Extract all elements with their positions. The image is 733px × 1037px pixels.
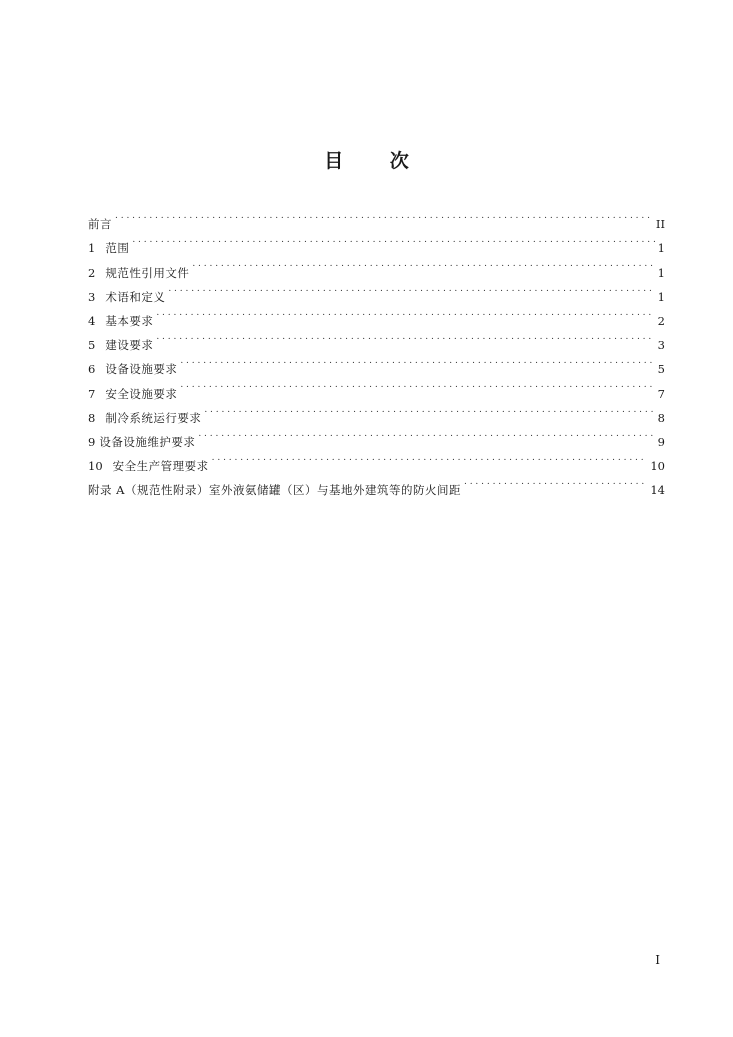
toc-entry-page: 1	[657, 289, 665, 304]
toc-entry-number: 9	[88, 434, 96, 449]
toc-entry-page: 3	[657, 338, 665, 353]
toc-entry-4[interactable]	[88, 301, 665, 328]
toc-entry-3[interactable]	[88, 277, 665, 304]
toc-entry-label: 安全生产管理要求	[112, 459, 209, 474]
toc-entry-label: 设备设施维护要求	[99, 434, 196, 449]
toc-entry-page: 8	[657, 410, 665, 425]
toc-leader-dots	[156, 301, 654, 325]
toc-entry-number: 5	[88, 338, 96, 353]
toc-leader-dots	[156, 325, 654, 349]
toc-leader-dots	[204, 398, 654, 422]
toc-entry-label: 前言	[88, 217, 112, 232]
toc-entry-page: 1	[657, 241, 665, 256]
toc-entry-label: 安全设施要求	[105, 386, 178, 401]
toc-entry-label: 设备设施要求	[105, 362, 178, 377]
toc-entry-5[interactable]	[88, 325, 665, 353]
toc-entry-2[interactable]	[88, 252, 665, 280]
toc-entry-6[interactable]	[88, 349, 665, 377]
toc-entry-page: 5	[657, 362, 665, 377]
toc-entry-1[interactable]	[88, 228, 665, 256]
toc-entry-label: 建设要求	[105, 338, 154, 353]
toc-entry-page: 7	[657, 386, 665, 401]
toc-entry-number: 2	[88, 265, 96, 280]
toc-leader-dots	[180, 373, 654, 397]
toc-entry-page: 14	[650, 483, 665, 498]
toc-leader-dots	[198, 422, 654, 446]
toc-leader-dots	[192, 252, 654, 276]
toc-leader-dots	[464, 470, 647, 494]
toc-entry-number: 3	[88, 289, 96, 304]
page-number: I	[655, 953, 660, 967]
toc-entry-page: 2	[657, 313, 665, 328]
table-of-contents	[88, 204, 665, 498]
toc-entry-label: 术语和定义	[105, 289, 166, 304]
toc-entry-number: 8	[88, 410, 96, 425]
toc-entry-label: 附录 A（规范性附录）室外液氨储罐（区）与基地外建筑等的防火间距	[88, 483, 461, 498]
toc-leader-dots	[212, 446, 648, 470]
toc-leader-dots	[132, 228, 654, 252]
toc-leader-dots	[115, 204, 653, 228]
toc-leader-dots	[168, 277, 654, 301]
toc-entry-foreword[interactable]	[88, 204, 665, 232]
page-title: 目 次	[324, 150, 429, 172]
toc-entry-number: 6	[88, 362, 96, 377]
toc-leader-dots	[180, 349, 654, 373]
toc-entry-number: 7	[88, 386, 96, 401]
toc-entry-label: 基本要求	[105, 313, 154, 328]
toc-entry-page: 10	[650, 459, 665, 474]
toc-entry-number: 10	[88, 459, 103, 474]
toc-entry-page: 1	[657, 265, 665, 280]
toc-entry-number: 1	[88, 241, 96, 256]
toc-entry-page: 9	[657, 434, 665, 449]
toc-entry-label: 范围	[105, 241, 130, 256]
toc-entry-page: II	[655, 217, 665, 232]
toc-entry-label: 规范性引用文件	[105, 265, 190, 280]
toc-entry-label: 制冷系统运行要求	[105, 410, 202, 425]
toc-entry-number: 4	[88, 313, 96, 328]
